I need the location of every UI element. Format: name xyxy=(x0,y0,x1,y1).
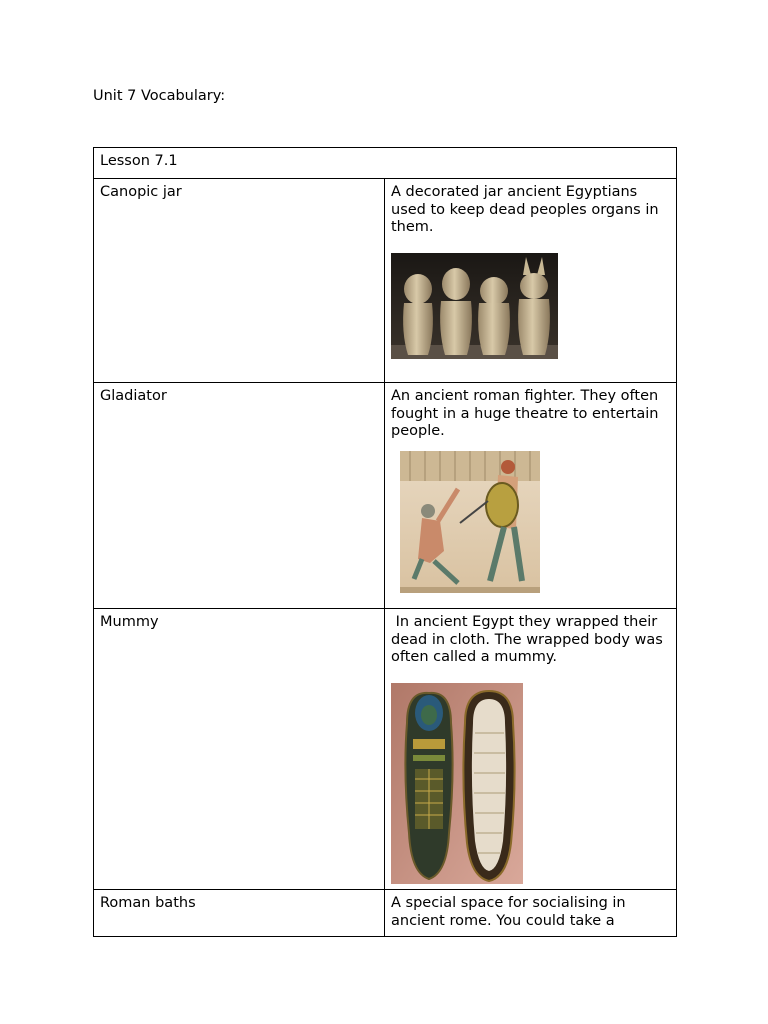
term-cell: Roman baths xyxy=(94,890,385,937)
definition-text: A decorated jar ancient Egyptians used to keep dead peoples organs in them. xyxy=(391,184,659,235)
definition-cell xyxy=(385,890,677,937)
definition-text: An ancient roman fighter. They often fought in a huge theatre to entertain people. xyxy=(391,388,659,439)
lesson-header: Lesson 7.1 xyxy=(94,148,677,179)
term-cell: Canopic jar xyxy=(94,179,385,383)
mummy-image xyxy=(391,683,670,884)
definition-text: A special space for socialising in ancient rome. You could take a xyxy=(391,895,626,929)
definition-cell xyxy=(385,179,677,383)
table-row xyxy=(94,609,677,890)
vocabulary-table xyxy=(93,147,677,937)
definition-text: In ancient Egypt they wrapped their dead in cloth. The wrapped body was often called a mummy. xyxy=(391,614,668,665)
term-cell: Mummy xyxy=(94,609,385,890)
table-row xyxy=(94,179,677,383)
document-title: Unit 7 Vocabulary: xyxy=(93,88,226,104)
table-row xyxy=(94,383,677,609)
table-row xyxy=(94,890,677,937)
gladiator-image xyxy=(400,451,670,593)
canopic-jars-image xyxy=(391,253,670,359)
definition-cell xyxy=(385,609,677,890)
lesson-header-row xyxy=(94,148,677,179)
term-cell: Gladiator xyxy=(94,383,385,609)
definition-cell xyxy=(385,383,677,609)
